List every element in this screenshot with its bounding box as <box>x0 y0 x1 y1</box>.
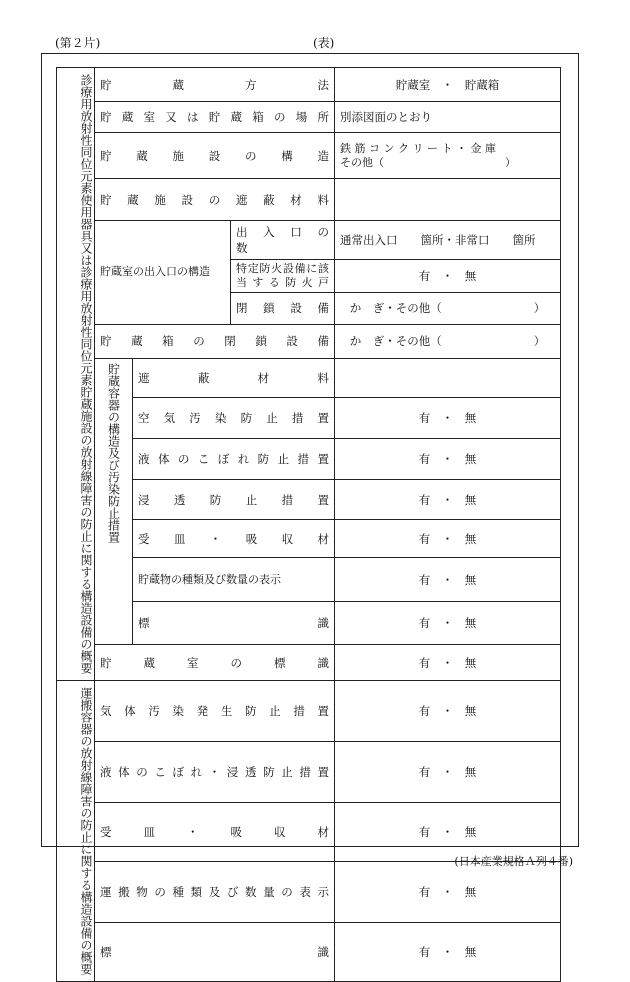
container-item-label: 空 気 汚 染 防 止 措 置 <box>133 398 335 439</box>
structure-table <box>56 67 561 982</box>
container-item-value[interactable]: 有 ・ 無 <box>335 439 561 480</box>
transport-item-label: 気 体 汚 染 発 生 防 止 措 置 <box>95 681 335 742</box>
transport-item-value[interactable]: 有 ・ 無 <box>335 861 561 922</box>
container-group-label: 貯蔵容器の構造及び汚染防止措置 <box>95 358 133 645</box>
container-item-value[interactable]: 有 ・ 無 <box>335 558 561 602</box>
container-item-label: 浸 透 防 止 措 置 <box>133 480 335 520</box>
transport-item-label: 標 識 <box>95 922 335 981</box>
structure-label: 貯 蔵 施 設 の 構 造 <box>95 133 335 179</box>
shield-label: 貯 蔵 施 設 の 遮 蔽 材 料 <box>95 179 335 221</box>
container-item-value[interactable]: 有 ・ 無 <box>335 398 561 439</box>
transport-item-value[interactable]: 有 ・ 無 <box>335 922 561 981</box>
container-item-label: 貯蔵物の種類及び数量の表示 <box>133 558 335 602</box>
structure-value-line2: その他（ ） <box>340 155 516 169</box>
transport-item-label: 受 皿 ・ 吸 収 材 <box>95 802 335 861</box>
entrance-lock-value[interactable]: か ぎ・その他（ ） <box>335 292 561 324</box>
entrance-lock-label: 閉 鎖 設 備 <box>231 292 335 324</box>
fire-door-value[interactable]: 有 ・ 無 <box>335 259 561 292</box>
entrance-group-label: 貯蔵室の出入口の構造 <box>95 221 231 325</box>
structure-value[interactable] <box>335 133 561 179</box>
transport-section-title: 運搬容器の放射線障害の防止に関する構造設備の概要 <box>57 681 95 982</box>
container-item-label: 受 皿 ・ 吸 収 材 <box>133 520 335 558</box>
page-number-label: (第２片) <box>55 36 101 50</box>
entrance-count-label: 出 入 口 の 数 <box>231 221 335 260</box>
transport-item-label: 運搬物の種類及び数量の表示 <box>95 861 335 922</box>
method-value[interactable]: 貯蔵室 ・ 貯蔵箱 <box>335 68 561 102</box>
container-item-value[interactable]: 有 ・ 無 <box>335 480 561 520</box>
fire-door-label: 特定防火設備に該当 す る 防 火 戸 <box>231 259 335 292</box>
box-lock-value[interactable]: か ぎ・その他（ ） <box>335 324 561 358</box>
container-item-label: 遮 蔽 材 料 <box>133 358 335 398</box>
storage-section-title: 診療用放射性同位元素使用器具又は診療用放射性同位元素貯蔵施設の放射線障害の防止に関する構造設備の概要 <box>57 68 95 681</box>
entrance-count-value[interactable]: 通常出入口 箇所・非常口 箇所 <box>335 221 561 260</box>
transport-item-label: 液体のこぼれ・浸透防止措置 <box>95 741 335 802</box>
box-lock-label: 貯 蔵 箱 の 閉 鎖 設 備 <box>95 324 335 358</box>
container-item-label: 液体のこぼれ防止措置 <box>133 439 335 480</box>
footer-spec: (日本産業規格Ａ列４番) <box>454 855 573 868</box>
container-item-value[interactable]: 有 ・ 無 <box>335 520 561 558</box>
shield-value[interactable] <box>335 179 561 221</box>
room-sign-value[interactable]: 有 ・ 無 <box>335 645 561 681</box>
container-item-value[interactable]: 有 ・ 無 <box>335 602 561 645</box>
room-sign-label: 貯 蔵 室 の 標 識 <box>95 645 335 681</box>
face-label: (表) <box>313 36 335 50</box>
method-label: 貯 蔵 方 法 <box>95 68 335 102</box>
transport-item-value[interactable]: 有 ・ 無 <box>335 681 561 742</box>
transport-item-value[interactable]: 有 ・ 無 <box>335 802 561 861</box>
location-value[interactable]: 別添図面のとおり <box>335 102 561 133</box>
structure-value-line1: 鉄 筋 コ ン ク リ ー ト ・ 金 庫 <box>340 141 496 155</box>
transport-item-value[interactable]: 有 ・ 無 <box>335 741 561 802</box>
location-label: 貯蔵室又は貯蔵箱の場所 <box>95 102 335 133</box>
container-item-value[interactable] <box>335 358 561 398</box>
container-item-label: 標 識 <box>133 602 335 645</box>
